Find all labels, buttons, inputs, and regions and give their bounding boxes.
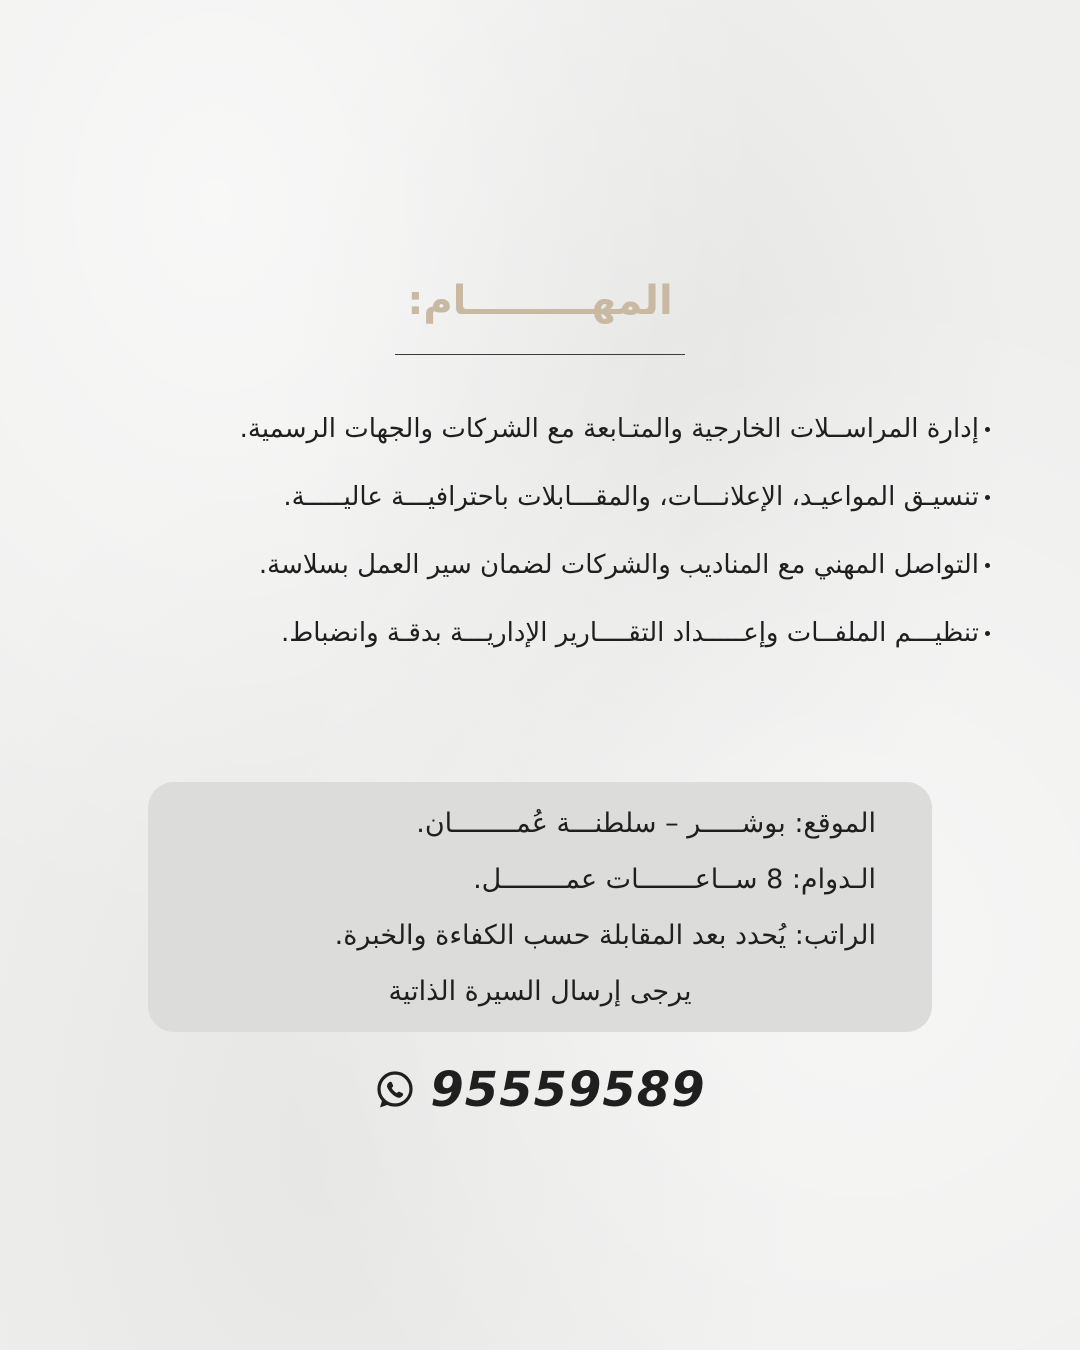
task-item (80, 531, 990, 599)
whatsapp-icon[interactable] (374, 1069, 416, 1111)
phone-number[interactable]: 95559589 (430, 1062, 706, 1118)
salary-text: الراتب: يُحدد بعد المقابلة حسب الكفاءة والخبرة. (334, 920, 876, 951)
section-title: المهـــــــــام: (407, 278, 673, 324)
job-info-box (148, 782, 932, 1032)
contact-row (0, 1062, 1080, 1118)
location-text: الموقع: بوشـــــر – سلطنـــة عُمــــــــان. (416, 808, 876, 839)
title-divider (395, 354, 685, 355)
task-item (80, 463, 990, 531)
bullet-icon (985, 495, 990, 500)
task-item (80, 599, 990, 667)
bullet-icon (985, 563, 990, 568)
task-text: التواصل المهني مع المناديب والشركات لضمان سير العمل بسلاسة. (258, 550, 979, 580)
task-item (80, 395, 990, 463)
task-text: إدارة المراســلات الخارجية والمتـابعة مع الشركات والجهات الرسمية. (239, 414, 979, 444)
task-text: تنظيـــم الملفــات وإعـــــداد التقــــارير الإداريـــة بدقـة وانضباط. (280, 618, 979, 648)
hours-text: الـدوام: 8 ســاعـــــــات عمــــــــل. (473, 864, 876, 895)
task-text: تنسيـق المواعيـد، الإعلانـــات، والمقـــابلات باحترافيـــة عاليـــــة. (283, 482, 979, 512)
cv-request-text: يرجى إرسال السيرة الذاتية (388, 976, 692, 1007)
bullet-icon (985, 427, 990, 432)
tasks-list (80, 395, 990, 667)
bullet-icon (985, 631, 990, 636)
